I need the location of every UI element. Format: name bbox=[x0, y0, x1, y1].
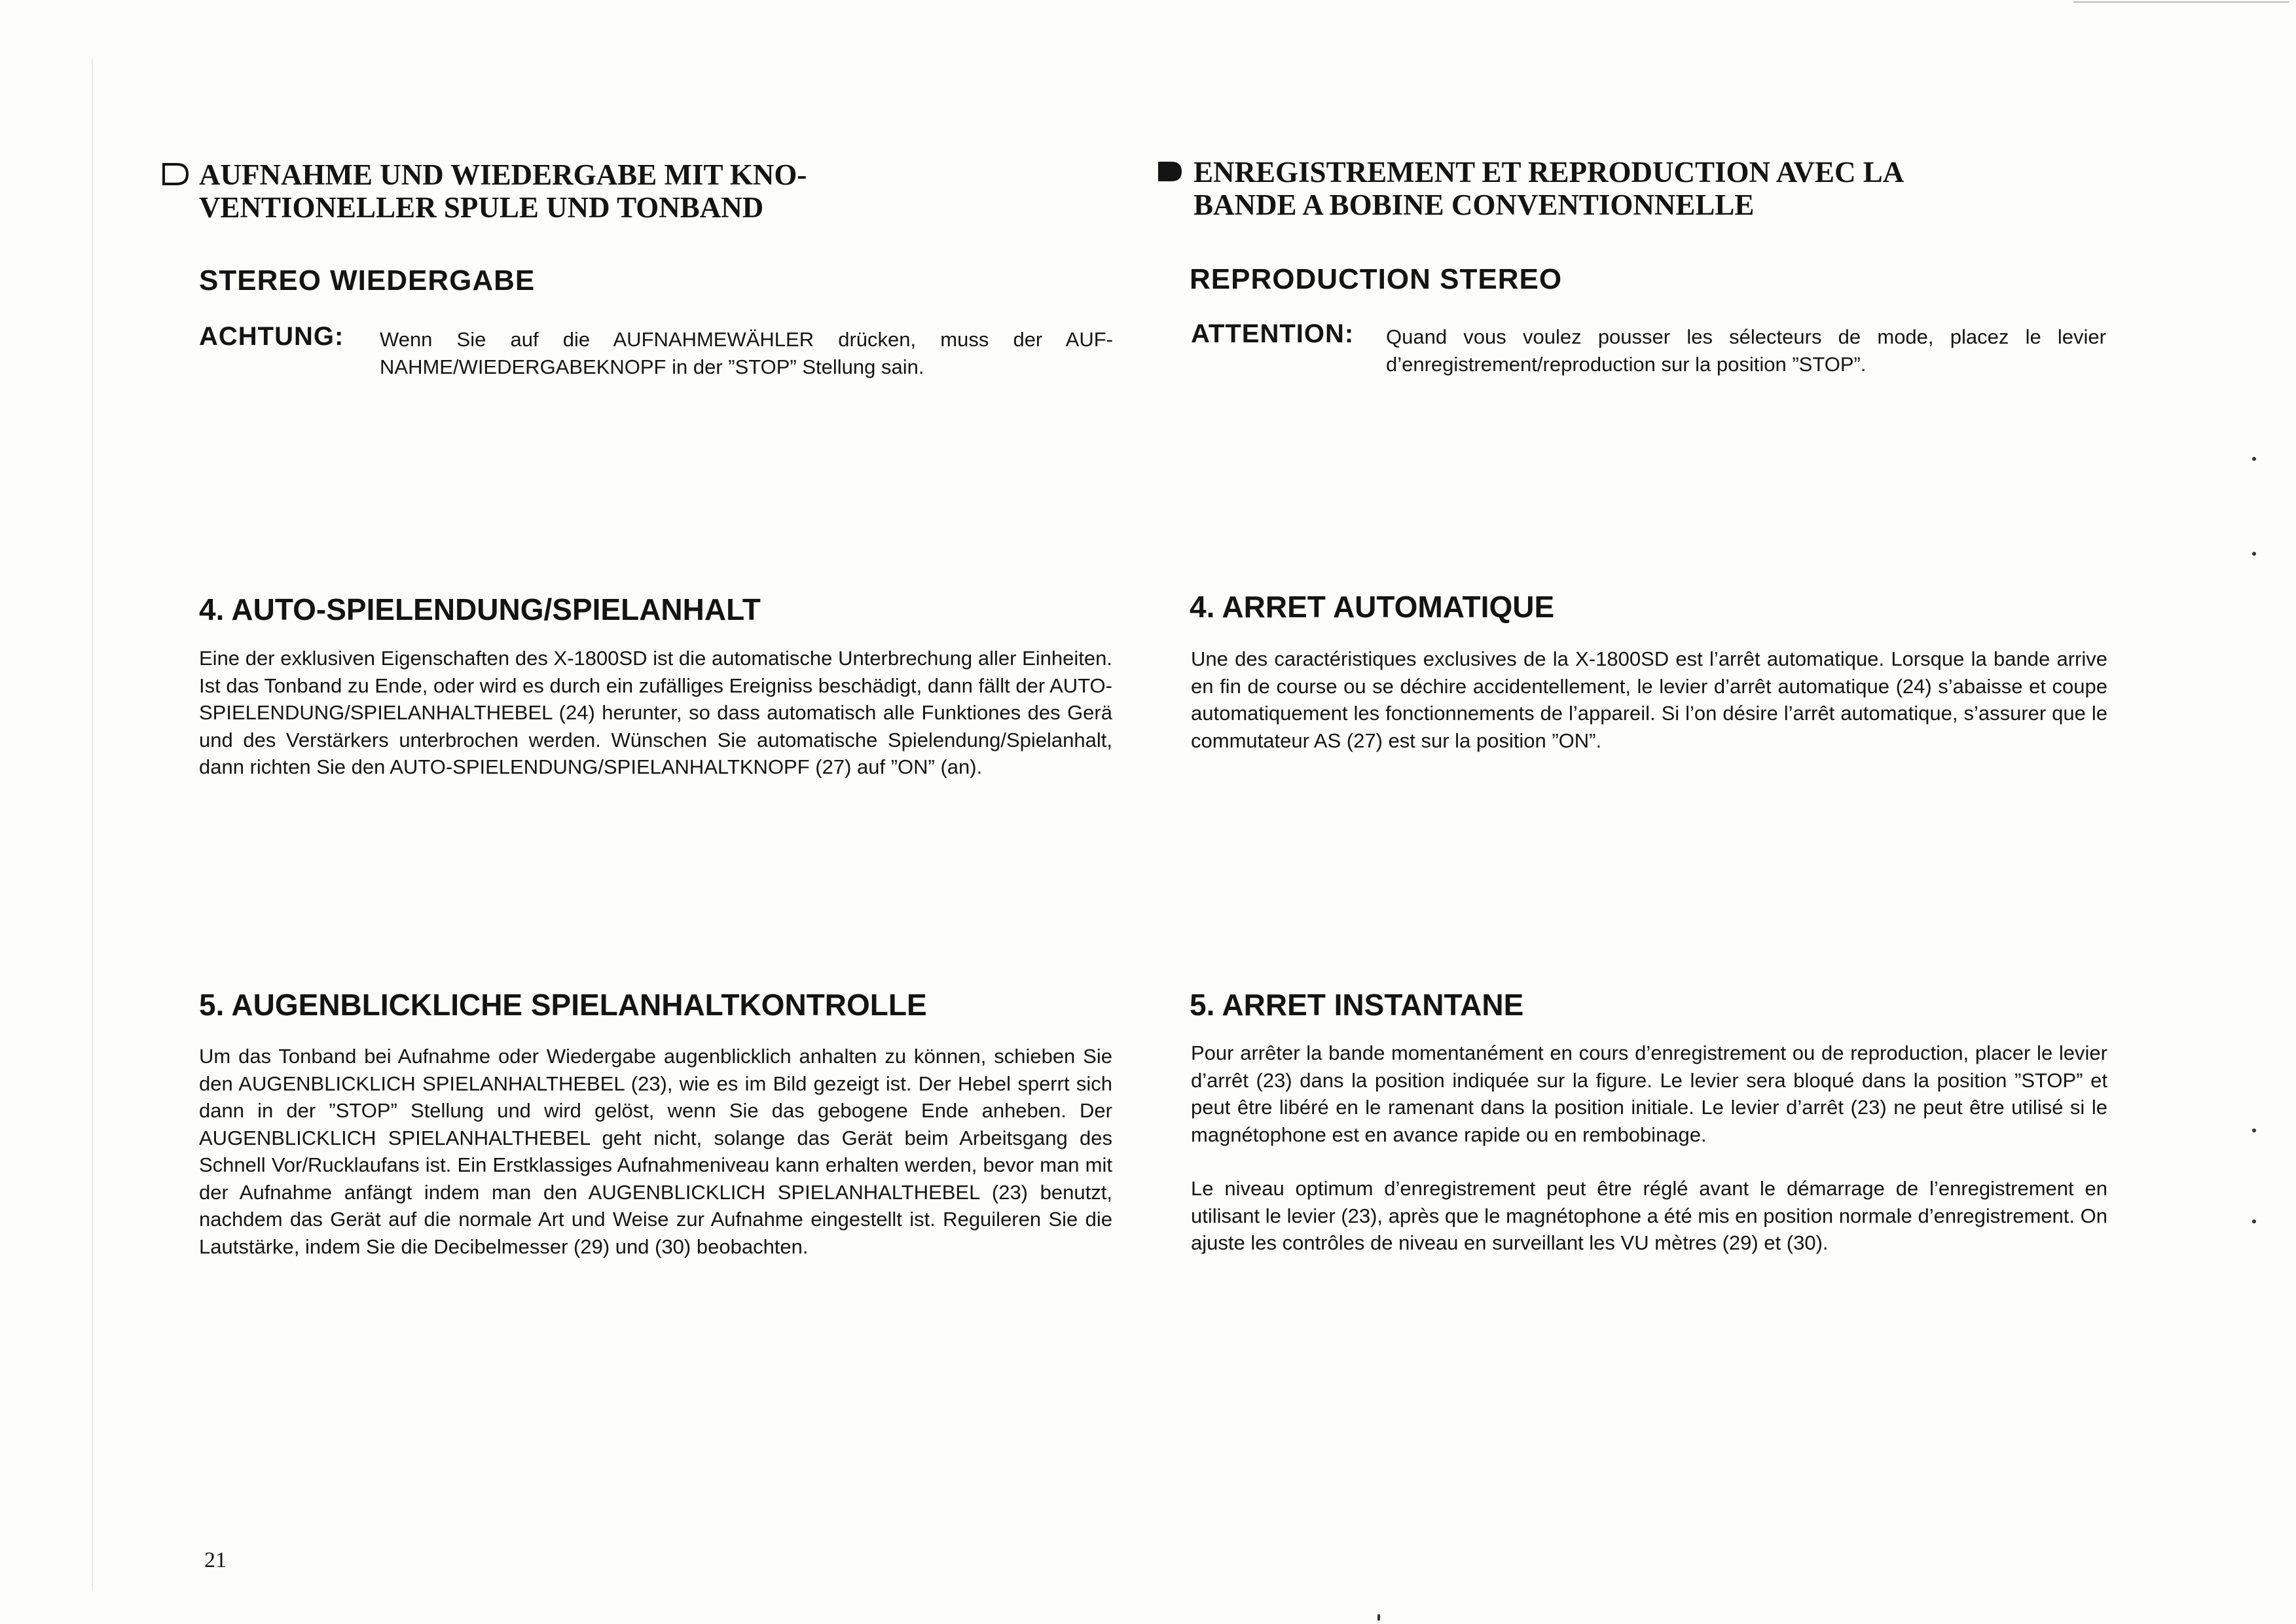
page-number: 21 bbox=[204, 1548, 227, 1572]
scan-speck bbox=[2252, 552, 2256, 556]
french-section-title bbox=[1156, 156, 2124, 221]
d-marker-icon bbox=[161, 160, 190, 189]
french-section-title-line2: BANDE A BOBINE CONVENTIONNELLE bbox=[1194, 189, 1755, 221]
german-note-text: Wenn Sie auf die AUFNAHMEWÄHLER drücken, muss der AUF-NAHME/WIEDERGABEKNOPF in der ”STOP” Stellung sain. bbox=[380, 328, 1113, 378]
german-section-title bbox=[161, 158, 1130, 224]
german-note-label: ACHTUNG: bbox=[199, 322, 344, 351]
french-section4-heading: 4. ARRET AUTOMATIQUE bbox=[1190, 590, 1555, 624]
german-section4-heading: 4. AUTO-SPIELENDUNG/SPIELANHALT bbox=[199, 592, 761, 626]
french-section-title-line1: ENREGISTREMENT ET REPRODUCTION AVEC LA bbox=[1194, 156, 1904, 189]
french-note-text: Quand vous voulez pousser les sélecteurs de mode, placez le levier d’enregistrement/reproduction sur la position ”STOP”. bbox=[1386, 325, 2106, 376]
german-stereo-heading: STEREO WIEDERGABE bbox=[199, 264, 536, 297]
french-section5-body-part2: Le niveau optimum d’enregistrement peut être réglé avant le démarrage de l’enregistrement en utilisant le levier (23), après que le magnétophone a été mis en position normale d’enregistrement. On ajuste les contrôles de niveau en surveillant les VU mètres (29) et (30). bbox=[1191, 1177, 2107, 1254]
french-section5-heading: 5. ARRET INSTANTANE bbox=[1190, 988, 1524, 1022]
scan-speck bbox=[2252, 457, 2256, 461]
page-edge-line bbox=[92, 59, 93, 1591]
french-section5-body-part1: Pour arrêter la bande momentanément en cours d’enregistrement ou de reproduction, placer le levier d’arrêt (23) dans la position indiquée sur la figure. Le levier sera bloqué dans la position ”STOP” et peut être libéré en le ramenant dans la position initiale. Le levier d’arrêt (23) ne peut être utilisé si le magnétophone est en avance rapide ou en rembobinage. bbox=[1191, 1041, 2107, 1146]
german-section5-heading: 5. AUGENBLICKLICHE SPIELANHALTKONTROLLE bbox=[199, 988, 927, 1022]
scan-speck bbox=[2252, 1128, 2256, 1132]
german-section-title-line1: AUFNAHME UND WIEDERGABE MIT KNO- bbox=[199, 158, 807, 191]
french-stereo-heading: REPRODUCTION STEREO bbox=[1190, 263, 1563, 295]
top-edge-rule bbox=[2073, 1, 2289, 3]
german-section4-body: Eine der exklusiven Eigenschaften des X-1800SD ist die automatische Unterbrechung aller Einheiten. Ist das Tonband zu Ende, oder wird es durch ein zufälliges Ereigniss beschädigt, dann fällt der AUTO-SPIELENDUNG/SPIELANHALTHEBEL (24) herunter, so dass automatisch alle Funktiones des Gerä und des Verstärkers unterbrochen werden. Wünschen Sie automatische Spielendung/Spielanhalt, dann richten Sie den AUTO-SPIELENDUNG/SPIELANHALTKNOPF (27) auf ”ON” (an). bbox=[199, 647, 1112, 778]
scan-speck bbox=[2252, 1219, 2256, 1223]
german-section5-body: Um das Tonband bei Aufnahme oder Wiedergabe augenblicklich anhalten zu können, schieben Sie den AUGENBLICKLICH SPIELANHALTHEBEL (23), wie es im Bild gezeigt ist. Der Hebel sperrt sich dann in der ”STOP” Stellung und wird gelöst, wenn Sie das gebogene Ende anheben. Der AUGENBLICKLICH SPIELANHALTHEBEL geht nicht, solange das Gerät beim Arbeitsgang des Schnell Vor/Rucklaufans ist. Ein Erstklassiges Aufnahmeniveau kann erhalten werden, bevor man mit der Aufnahme anfängt indem man den AUGENBLICKLICH SPIELANHALTHEBEL (23) benutzt, nachdem das Gerät auf die normale Art und Weise zur Aufnahme eingestellt ist. Reguileren Sie die Lautstärke, indem Sie die Decibelmesser (29) und (30) beobachten. bbox=[199, 1045, 1112, 1258]
french-section4-body: Une des caractéristiques exclusives de la X-1800SD est l’arrêt automatique. Lorsque la bande arrive en fin de course ou se déchire accidentellement, le levier d’arrêt automatique (24) s’abaisse et coupe automatiquement les fonctionnements de l’appareil. Si l’on désire l’arrêt automatique, s’assurer que le commutateur AS (27) est sur la position ”ON”. bbox=[1191, 647, 2107, 752]
scan-speck bbox=[1377, 1614, 1380, 1621]
german-section-title-line2: VENTIONELLER SPULE UND TONBAND bbox=[199, 191, 764, 224]
d-marker-filled-icon bbox=[1156, 157, 1184, 186]
french-note-label: ATTENTION: bbox=[1191, 319, 1355, 348]
